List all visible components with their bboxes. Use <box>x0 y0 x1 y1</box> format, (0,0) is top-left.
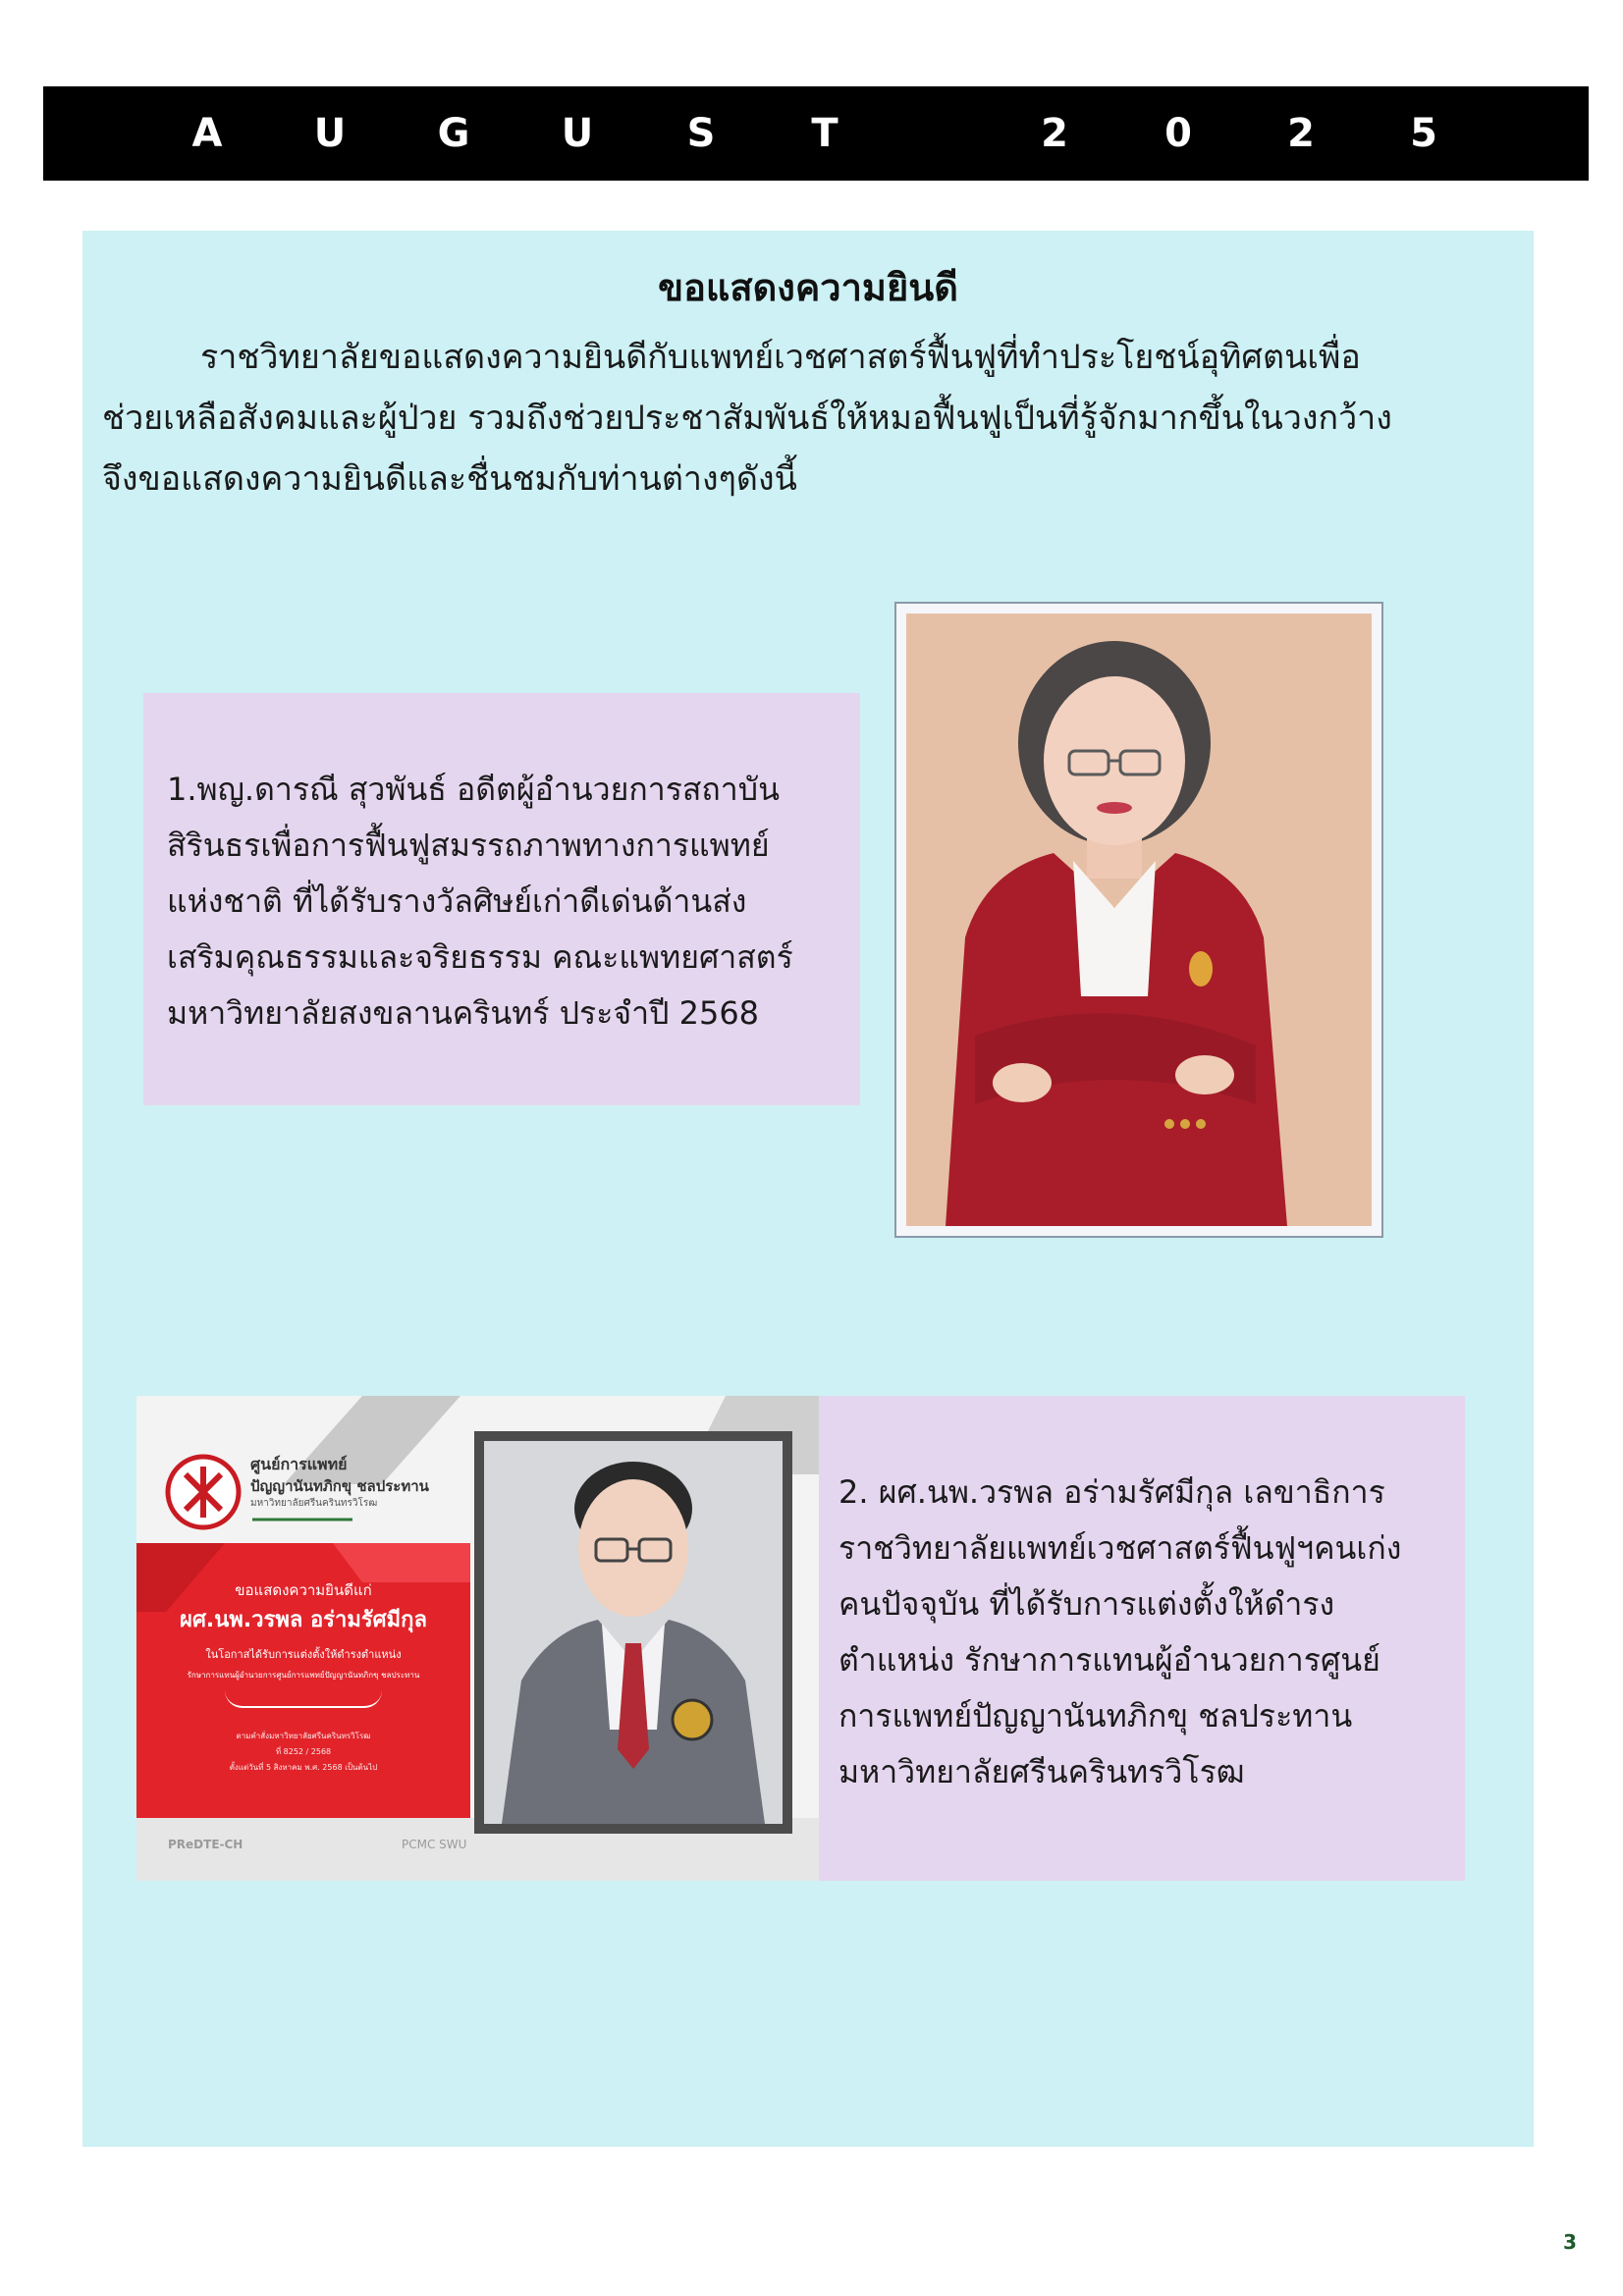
awardee-1-photo <box>906 614 1372 1226</box>
awardee-2-line: การแพทย์ปัญญานันทภิกขุ ชลประทาน <box>839 1697 1353 1735</box>
intro-line: ช่วยเหลือสังคมและผู้ป่วย รวมถึงช่วยประชาสัมพันธ์ให้หมอฟื้นฟูเป็นที่รู้จักมากขึ้นในวงกว้าง <box>102 399 1392 438</box>
poster-ref-3: ตั้งแต่วันที่ 5 สิงหาคม พ.ศ. 2568 เป็นต้นไป <box>229 1763 378 1772</box>
awardee-2-line: 2. ผศ.นพ.วรพล อร่ามรัศมีกุล เลขาธิการ <box>839 1473 1385 1511</box>
header-letter: 0 <box>1164 111 1192 156</box>
page-number: 3 <box>1563 2230 1577 2254</box>
poster-org-line1: ศูนย์การแพทย์ <box>250 1455 348 1473</box>
awardee-2-line: มหาวิทยาลัยศรีนครินทรวิโรฒ <box>839 1753 1245 1790</box>
awardee-1-line: สิรินธรเพื่อการฟื้นฟูสมรรถภาพทางการแพทย์ <box>167 827 770 864</box>
header-letter: G <box>437 111 470 156</box>
header-letter: U <box>313 111 347 156</box>
intro-paragraph <box>102 327 1516 509</box>
poster-graphic <box>136 1396 820 1881</box>
awardee-2-line: คนปัจจุบัน ที่ได้รับการแต่งตั้งให้ดำรง <box>839 1585 1335 1623</box>
header-bar <box>43 86 1589 181</box>
awardee-2-line: ตำแหน่ง รักษาการแทนผู้อำนวยการศูนย์ <box>839 1641 1380 1679</box>
poster-position: รักษาการแทนผู้อำนวยการศูนย์การแพทย์ปัญญานันทภิกขุ ชลประทาน <box>187 1671 420 1680</box>
poster-occasion: ในโอกาสได้รับการแต่งตั้งให้ดำรงตำแหน่ง <box>205 1648 402 1661</box>
intro-line: ราชวิทยาลัยขอแสดงความยินดีกับแพทย์เวชศาสตร์ฟื้นฟูที่ทำประโยชน์อุทิศตนเพื่อ <box>200 338 1361 377</box>
header-letter: 2 <box>1041 111 1068 156</box>
poster-logo-predtech: PReDTE-CH <box>168 1838 243 1851</box>
awardee-2-box <box>819 1396 1465 1881</box>
poster-ornament <box>225 1690 382 1708</box>
awardee-1-line: แห่งชาติ ที่ได้รับรางวัลศิษย์เก่าดีเด่นด้านส่ง <box>167 882 747 920</box>
poster-ref-2: ที่ 8252 / 2568 <box>275 1747 332 1756</box>
header-letter: U <box>561 111 594 156</box>
poster-logo-pcmc: PCMC SWU <box>402 1838 467 1851</box>
intro-line: จึงขอแสดงความยินดีและชื่นชมกับท่านต่างๆดังนี้ <box>102 459 797 499</box>
awardee-2-poster <box>136 1396 820 1881</box>
page-title: ขอแสดงความยินดี <box>658 266 958 309</box>
poster-org-line3: มหาวิทยาลัยศรีนครินทรวิโรฒ <box>250 1498 378 1509</box>
awardee-1-text <box>167 762 844 1041</box>
awardee-1-photo-frame <box>894 602 1383 1238</box>
header-letter: 2 <box>1287 111 1315 156</box>
header-letter: A <box>191 111 223 156</box>
awardee-2-line: ราชวิทยาลัยแพทย์เวชศาสตร์ฟื้นฟูฯคนเก่ง <box>839 1529 1402 1567</box>
portrait-red-blazer <box>906 614 1372 1226</box>
header-letter: S <box>686 111 716 156</box>
awardee-1-box <box>143 693 860 1105</box>
awardee-2-text <box>839 1465 1457 1800</box>
header-letter: 5 <box>1410 111 1437 156</box>
poster-ref-1: ตามคำสั่งมหาวิทยาลัยศรีนครินทรวิโรฒ <box>236 1732 371 1740</box>
awardee-1-line: เสริมคุณธรรมและจริยธรรม คณะแพทยศาสตร์ <box>167 938 793 976</box>
poster-congrats: ขอแสดงความยินดีแก่ <box>235 1581 372 1599</box>
awardee-1-line: 1.พญ.ดารณี สุวพันธ์ อดีตผู้อำนวยการสถาบัน <box>167 771 780 808</box>
header-letter: T <box>811 111 839 156</box>
poster-org-line2: ปัญญานันทภิกขุ ชลประทาน <box>250 1477 429 1495</box>
awardee-1-line: มหาวิทยาลัยสงขลานครินทร์ ประจำปี 2568 <box>167 994 760 1032</box>
poster-name: ผศ.นพ.วรพล อร่ามรัศมีกุล <box>180 1608 427 1632</box>
